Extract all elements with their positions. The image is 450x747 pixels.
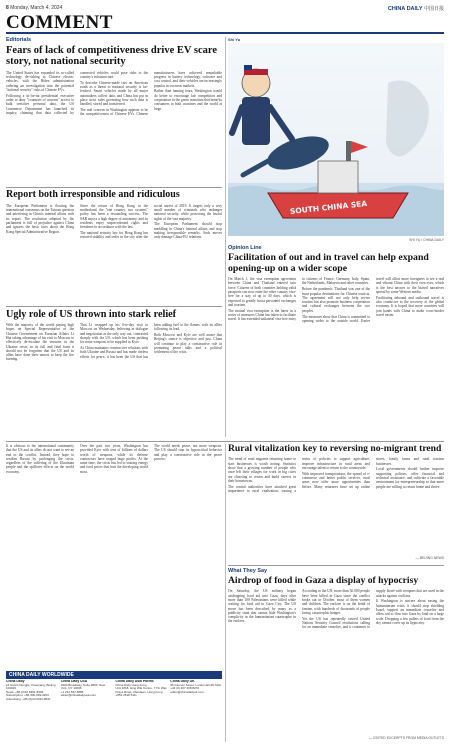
section-title: COMMENT <box>6 12 113 33</box>
paragraph: On Saturday, the US military began airdropping food aid into Gaza, days after more than 100 Palestinians were killed while waiting for food aid in Gaza City. The US move has been described by many as a publicity stunt that cannot hide Washington's complicity in the humanitarian catastrophe in the enclave. <box>228 589 296 624</box>
paragraph: Yet the US has repeatedly vetoed United Nations Security Council resolutions calling for an immediate ceasefire, and it continues to supply Israel with weapons that are used in the attacks against civilians. <box>302 589 444 630</box>
ship-label: SOUTH CHINA SEA <box>289 198 368 217</box>
issue-date: Monday, March 4, 2024 <box>10 5 63 11</box>
hk-headline: Report both irresponsible and ridiculous <box>6 190 180 200</box>
paragraph: Before the pandemic, Thailand was one of the most popular destinations for Chinese tourists. The agreement will not only help revive tourism but also promote business cooperation and cultural exchanges between the two peoples. <box>302 287 370 313</box>
office-line: editor@chinadailyusa.com <box>60 693 96 698</box>
paragraph: According to the UN, more than 30,000 people have been killed in Gaza since the conflict broke out in October, most of them women and children. The enclave is on the brink of famine, with hundreds of thousands of people facing catastrophic hunger. <box>302 589 370 615</box>
paragraph: The trend of rural migrants returning home to start businesses is worth noting. Statistics show that a growing number of people who once left their villages for work in big cities are choosing to return and build careers in their hometowns. <box>228 457 296 483</box>
hk-editorial <box>6 190 222 303</box>
opinion-article <box>228 253 444 438</box>
paragraph: To describe Chinese-made cars on American roads as a threat to national security is far-fetched. Smart vehicles made by all major automakers collect data, and China has put in place strict rules governing how such data is handled, stored and transferred. <box>80 80 148 107</box>
office-block <box>61 680 113 742</box>
paragraph: On March 1, the visa exemption agreement between China and Thailand entered into force. Citizens of both countries holding valid passports can now enter the other country visa-free for a stay of up to 30 days, which is expected to greatly boost personnel exchanges and tourism. <box>228 277 296 307</box>
office-line: China Daily Hong Kong <box>115 682 147 687</box>
ev-body <box>6 71 222 183</box>
ev-editorial <box>6 45 222 185</box>
paragraph: Local governments should further improve supporting policies, offer financial and technical assistance, and cultivate a favorable environment for entrepreneurship so that more people are willing to return home and thrive. <box>376 467 444 489</box>
ugly-role-continued <box>6 444 222 668</box>
rural-body <box>228 457 444 555</box>
footer-offices <box>6 680 222 742</box>
ugly-role-continued-body <box>6 444 222 668</box>
office-line: 15 Huixin Dongjie, Chaoyang, Beijing 100029 <box>6 682 56 691</box>
paragraph: The European Parliament is flouting the international consensus on the Taiwan question and interfering in China's internal affairs with its report. The resolution adopted by the parliament is full of prejudice against China and ignores the basic facts about the Hong Kong Special Administrative Region. <box>6 203 74 234</box>
office-name: China Daily USA <box>60 680 88 683</box>
page-header-bar <box>6 4 444 12</box>
paragraph: Over the past two years, Washington has provided Kyiv with tens of billions of dollars worth of weapons, while its defense contractors have reaped huge profits. At the same time, the crisis has led to soaring energy and food prices that hurt the developing world most. <box>80 444 148 474</box>
gaza-credit: — EDITED EXCERPTS FROM MEDIA OUTLETS <box>369 736 444 741</box>
section-masthead <box>6 12 444 34</box>
gaza-body <box>228 589 444 735</box>
office-line: 1500 Broadway, Suite 2800, New York, NY 10036 <box>60 682 106 691</box>
editorial-cartoon <box>228 43 444 236</box>
opinion-tag: Opinion Line <box>228 245 262 251</box>
paragraph: With the majority of the world paying high hopes on Special Representative of the Chinese Government on Eurasian Affairs Li Hui taking advantage of his visit to Moscow to effectively de-escalate the tensions in the Ukraine crisis, in its full and final form it should not be forgotten that the US and its allies have done their utmost to keep the fire burning. <box>6 323 74 362</box>
editorials-tag: Editorials <box>6 37 32 43</box>
paragraph: The real concern in Washington appears to be the competitiveness of Chinese EVs. Chinese manufacturers have achieved remarkable progress in battery technology, software and cost control, and their vehicles are increasingly popular in overseas markets. <box>80 70 222 117</box>
office-line: +852 2518 5111 <box>115 693 137 698</box>
rural-credit: — BEIJING NEWS <box>415 556 444 561</box>
paragraph: Rather than fanning fears, Washington would do better to encourage fair competition and cooperation in the green transition that benefits consumers in both countries and the world at large. <box>154 89 222 111</box>
paragraph: The central authorities have attached great importance to rural vitalization, issuing a series of policies to support agriculture, improve infrastructure in rural areas and encourage talent to return to the countryside. <box>228 457 370 493</box>
rural-article <box>228 444 444 562</box>
gaza-headline: Airdrop of food in Gaza a display of hypocrisy <box>228 576 419 586</box>
ugly-role-body <box>6 323 222 435</box>
paragraph: The mutual visa exemption is the latest in a series of measures China has taken to facilitate travel. It has extended unilateral visa-free entry to citizens of France, Germany, Italy, Spain, the Netherlands, Malaysia and other countries. <box>228 277 370 322</box>
office-line: News: +86 (0)10 6491-8366 <box>6 689 44 694</box>
ev-headline: Fears of lack of competitiveness drive EV scare story, not national security <box>6 45 218 68</box>
paragraph: The measures show that China is committed to opening wider to the outside world. Easier travel will allow more foreigners to see a real and vibrant China with their own eyes, which is the best answer to the biased narratives spread by some Western media. <box>302 277 444 323</box>
ugly-role-article <box>6 309 222 439</box>
office-block <box>170 680 222 742</box>
office-name: China Daily UK <box>170 680 195 683</box>
office-name: China Daily Asia Pacific <box>115 680 154 683</box>
cartoon-illustration <box>228 43 444 236</box>
cartoon-artist: Shi Yu <box>228 37 241 42</box>
opinion-body <box>228 277 444 435</box>
column-divider <box>225 37 226 437</box>
paragraph: The United States has expanded its so-called technology de-risking to Chinese electric vehicles, with the Biden administration ordering an investigation into the potential "national security" risks of Chinese EVs. <box>6 70 74 92</box>
office-line: +44 (0) 207 398 8270 <box>170 686 200 691</box>
divider <box>6 441 444 442</box>
ugly-role-headline: Ugly role of US thrown into stark relief <box>6 309 177 320</box>
office-line: 90 Cannon Street, London EC4N 6HA <box>170 682 221 687</box>
office-line: +1 212 537 8888 <box>60 689 84 694</box>
paragraph: It is obvious to the international community that the US and its allies do not want to see an end to the conflict. Instead, they hope to weaken Russia by prolonging the crisis, regardless of the suffering of the Ukrainian people and the spillover effects on the world economy. <box>6 444 74 474</box>
cartoon-credit: SHI YU / CHINA DAILY <box>409 238 444 242</box>
paragraph: The national security law for Hong Kong has restored stability and order in the city after the social unrest of 2019. It targets only a very small number of criminals who endanger national security, while protecting the lawful rights of the vast majority. <box>80 203 222 240</box>
office-line: Unit 1818, Hing Wai Centre, 7 Tin Wan Praya Road, Aberdeen, Hong Kong <box>115 686 167 694</box>
what-they-say-tag: What They Say <box>228 568 268 574</box>
paragraph: With improved transportation, the spread of e-commerce and better public services, rural areas now offer more opportunities than before. Many returnees have set up online stores, family farms and rural tourism businesses. <box>302 457 444 489</box>
office-line: Subscription: +86 400-699-0203 <box>6 693 49 698</box>
office-line: Advertising: +86 (0)10 6491-8631 <box>6 696 51 701</box>
office-block <box>116 680 168 742</box>
page-number: 8 <box>6 5 9 11</box>
rural-headline: Rural vitalization key to reversing no-migrant trend <box>228 444 442 454</box>
office-line: editor@chinadailyuk.com <box>170 689 204 694</box>
divider <box>228 565 444 566</box>
paragraph: Both Moscow and Kyiv are well aware that Beijing's stance is objective and just. China will continue to play a constructive role in promoting peace talks and a political settlement of the crisis. <box>154 333 222 355</box>
column-divider <box>225 444 226 742</box>
paragraph: Facilitating inbound and outbound travel is also conducive to the recovery of the global economy. It is hoped that more countries will join hands with China to make cross-border travel easier. <box>376 295 444 318</box>
paragraph: Following a tit-for-tat presidential executive order to deny "countries of concern" access to bulk sensitive personal data, the US Commerce Department has launched its inquiry, claiming that data collected by connected vehicles could pose risks to the country's infrastructure. <box>6 70 148 115</box>
paragraph: The European Parliament should stop meddling in China's internal affairs and stop making irresponsible remarks. Such moves only damage China-EU relations. <box>154 222 222 240</box>
office-name: China Daily <box>6 680 25 683</box>
opinion-headline: Facilitation of out and in travel can help expand opening-up on a wider scope <box>228 253 429 274</box>
hk-body <box>6 204 222 300</box>
paragraph: As China maintains constructive relations with both Ukraine and Russia and has made tireless efforts for peace, it has been the US that has been adding fuel to the flames, with its allies following its lead. <box>80 323 222 359</box>
paper-name-chinese: 中国日报 <box>423 5 444 12</box>
paragraph: If Washington is sincere about easing the humanitarian crisis, it should stop shielding Israel, support an immediate ceasefire and allow aid to flow into Gaza by land on a large scale. Dropping a few pallets of food from the sky cannot cover up its hypocrisy. <box>376 599 444 625</box>
divider <box>6 306 222 307</box>
paragraph: That Li wrapped up his five-day visit to Moscow on Wednesday, believing in dialogue and negotiation as the only way out, contrasted sharply with the US, which has been pushing for more weapons to be supplied to Kyiv. <box>80 323 148 345</box>
paper-name: CHINA DAILY <box>387 5 423 12</box>
paragraph: Since the return of Hong Kong to the motherland, the "one country, two systems" policy has been a resounding success. The SAR enjoys a high degree of autonomy, and its residents enjoy unprecedented rights and freedoms in accordance with the law. <box>80 203 148 230</box>
paragraph: The world needs peace, not more weapons. The US should stop its hypocritical behavior and play a constructive role in the peace process. <box>154 444 222 461</box>
office-block <box>6 680 58 742</box>
gaza-article <box>228 576 444 742</box>
footer-bar: CHINA DAILY WORLDWIDE <box>6 671 222 679</box>
divider <box>6 187 222 188</box>
